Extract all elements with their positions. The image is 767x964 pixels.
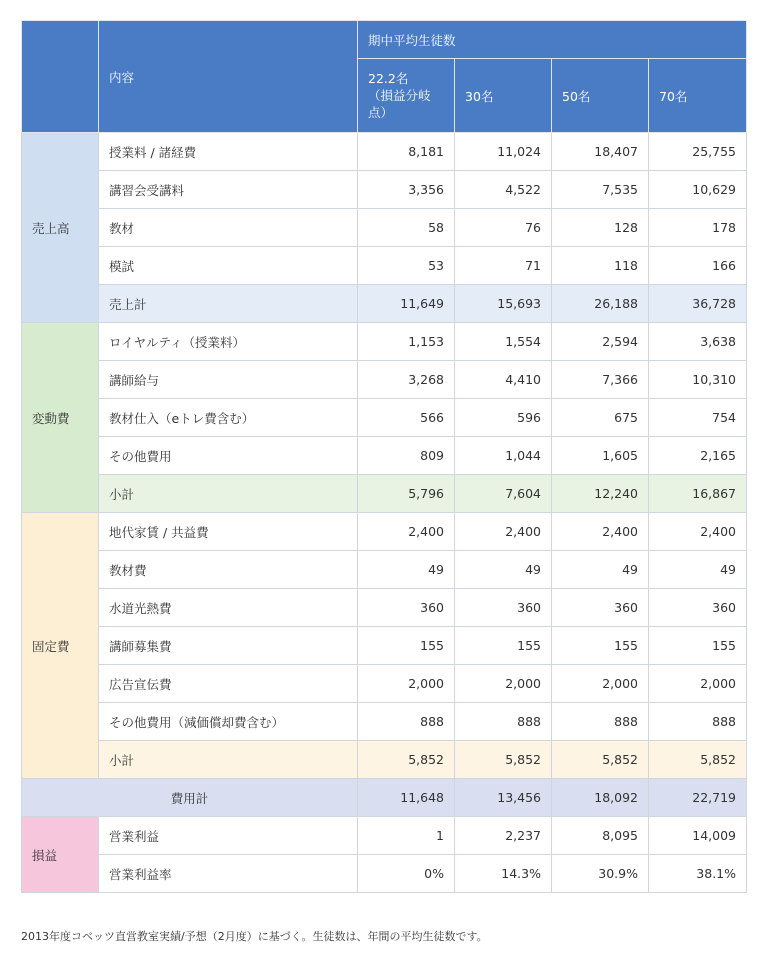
value-cell: 49 <box>358 551 455 589</box>
value-cell: 2,000 <box>552 665 649 703</box>
table-row <box>22 171 747 209</box>
value-cell: 14.3% <box>455 855 552 893</box>
subtotal-value: 5,852 <box>455 741 552 779</box>
subtotal-value: 12,240 <box>552 475 649 513</box>
value-cell: 11,024 <box>455 133 552 171</box>
value-cell: 118 <box>552 247 649 285</box>
total-value: 11,648 <box>358 779 455 817</box>
value-cell: 2,400 <box>649 513 747 551</box>
value-cell: 49 <box>455 551 552 589</box>
value-cell: 155 <box>455 627 552 665</box>
subtotal-value: 5,852 <box>649 741 747 779</box>
profit-loss-table <box>21 20 747 893</box>
subtotal-label: 小計 <box>99 741 358 779</box>
subtotal-value: 16,867 <box>649 475 747 513</box>
header-naiyou: 内容 <box>99 21 358 133</box>
total-label: 費用計 <box>22 779 358 817</box>
value-cell: 155 <box>358 627 455 665</box>
subtotal-value: 5,852 <box>552 741 649 779</box>
value-cell: 566 <box>358 399 455 437</box>
value-cell: 2,400 <box>455 513 552 551</box>
subtotal-value: 7,604 <box>455 475 552 513</box>
row-label: 講師給与 <box>99 361 358 399</box>
value-cell: 128 <box>552 209 649 247</box>
table-row <box>22 209 747 247</box>
subtotal-value: 15,693 <box>455 285 552 323</box>
profit-row <box>22 855 747 893</box>
table-header <box>22 21 747 133</box>
value-cell: 58 <box>358 209 455 247</box>
table-row <box>22 513 747 551</box>
value-cell: 8,095 <box>552 817 649 855</box>
value-cell: 53 <box>358 247 455 285</box>
subtotal-value: 26,188 <box>552 285 649 323</box>
value-cell: 1,044 <box>455 437 552 475</box>
value-cell: 30.9% <box>552 855 649 893</box>
row-label: 講習会受講料 <box>99 171 358 209</box>
value-cell: 178 <box>649 209 747 247</box>
value-cell: 155 <box>552 627 649 665</box>
category-cell: 売上高 <box>22 133 99 323</box>
value-cell: 888 <box>358 703 455 741</box>
row-label: 営業利益 <box>99 817 358 855</box>
total-value: 22,719 <box>649 779 747 817</box>
footnote: 2013年度コベッツ直営教室実績/予想（2月度）に基づく。生徒数は、年間の平均生徒数です。 <box>21 930 488 943</box>
value-cell: 155 <box>649 627 747 665</box>
value-cell: 2,594 <box>552 323 649 361</box>
header-col-70: 70名 <box>649 59 747 133</box>
value-cell: 2,000 <box>455 665 552 703</box>
table-row <box>22 437 747 475</box>
table-row <box>22 361 747 399</box>
value-cell: 7,535 <box>552 171 649 209</box>
value-cell: 2,000 <box>358 665 455 703</box>
category-cell: 固定費 <box>22 513 99 779</box>
value-cell: 1,605 <box>552 437 649 475</box>
row-label: ロイヤルティ（授業料） <box>99 323 358 361</box>
value-cell: 1 <box>358 817 455 855</box>
header-period: 期中平均生徒数 <box>358 21 747 59</box>
value-cell: 675 <box>552 399 649 437</box>
table-row <box>22 665 747 703</box>
subtotal-row <box>22 285 747 323</box>
table-row <box>22 323 747 361</box>
value-cell: 4,522 <box>455 171 552 209</box>
table-row <box>22 551 747 589</box>
table-row <box>22 247 747 285</box>
subtotal-value: 36,728 <box>649 285 747 323</box>
row-label: 模試 <box>99 247 358 285</box>
total-row <box>22 779 747 817</box>
value-cell: 7,366 <box>552 361 649 399</box>
value-cell: 754 <box>649 399 747 437</box>
row-label: 教材仕入（eトレ費含む） <box>99 399 358 437</box>
value-cell: 8,181 <box>358 133 455 171</box>
row-label: 教材 <box>99 209 358 247</box>
value-cell: 888 <box>649 703 747 741</box>
subtotal-value: 5,796 <box>358 475 455 513</box>
row-label: 教材費 <box>99 551 358 589</box>
table-row <box>22 627 747 665</box>
value-cell: 888 <box>455 703 552 741</box>
subtotal-label: 小計 <box>99 475 358 513</box>
value-cell: 2,237 <box>455 817 552 855</box>
value-cell: 809 <box>358 437 455 475</box>
profit-row <box>22 817 747 855</box>
header-col-30: 30名 <box>455 59 552 133</box>
value-cell: 10,310 <box>649 361 747 399</box>
value-cell: 360 <box>649 589 747 627</box>
value-cell: 49 <box>552 551 649 589</box>
value-cell: 2,400 <box>552 513 649 551</box>
value-cell: 360 <box>358 589 455 627</box>
value-cell: 166 <box>649 247 747 285</box>
row-label: 講師募集費 <box>99 627 358 665</box>
row-label: 広告宣伝費 <box>99 665 358 703</box>
subtotal-label: 売上計 <box>99 285 358 323</box>
table-row <box>22 399 747 437</box>
value-cell: 596 <box>455 399 552 437</box>
value-cell: 25,755 <box>649 133 747 171</box>
total-value: 18,092 <box>552 779 649 817</box>
subtotal-row <box>22 475 747 513</box>
value-cell: 2,400 <box>358 513 455 551</box>
value-cell: 360 <box>552 589 649 627</box>
table-row <box>22 133 747 171</box>
row-label: その他費用（減価償却費含む） <box>99 703 358 741</box>
header-blank-cell <box>22 21 99 133</box>
row-label: 水道光熱費 <box>99 589 358 627</box>
value-cell: 4,410 <box>455 361 552 399</box>
value-cell: 3,356 <box>358 171 455 209</box>
row-label: 授業料 / 諸経費 <box>99 133 358 171</box>
table-body <box>22 133 747 893</box>
subtotal-value: 11,649 <box>358 285 455 323</box>
header-col-breakeven: 22.2名 （損益分岐 点） <box>358 59 455 133</box>
total-value: 13,456 <box>455 779 552 817</box>
value-cell: 3,268 <box>358 361 455 399</box>
value-cell: 888 <box>552 703 649 741</box>
value-cell: 38.1% <box>649 855 747 893</box>
value-cell: 14,009 <box>649 817 747 855</box>
value-cell: 3,638 <box>649 323 747 361</box>
value-cell: 18,407 <box>552 133 649 171</box>
value-cell: 49 <box>649 551 747 589</box>
value-cell: 360 <box>455 589 552 627</box>
value-cell: 0% <box>358 855 455 893</box>
pl-table-container <box>21 20 746 893</box>
subtotal-row <box>22 741 747 779</box>
value-cell: 10,629 <box>649 171 747 209</box>
row-label: 営業利益率 <box>99 855 358 893</box>
value-cell: 1,554 <box>455 323 552 361</box>
table-row <box>22 703 747 741</box>
value-cell: 1,153 <box>358 323 455 361</box>
table-row <box>22 589 747 627</box>
subtotal-value: 5,852 <box>358 741 455 779</box>
row-label: 地代家賃 / 共益費 <box>99 513 358 551</box>
header-col-50: 50名 <box>552 59 649 133</box>
profit-category-cell: 損益 <box>22 817 99 893</box>
value-cell: 2,000 <box>649 665 747 703</box>
value-cell: 2,165 <box>649 437 747 475</box>
value-cell: 76 <box>455 209 552 247</box>
row-label: その他費用 <box>99 437 358 475</box>
value-cell: 71 <box>455 247 552 285</box>
category-cell: 変動費 <box>22 323 99 513</box>
